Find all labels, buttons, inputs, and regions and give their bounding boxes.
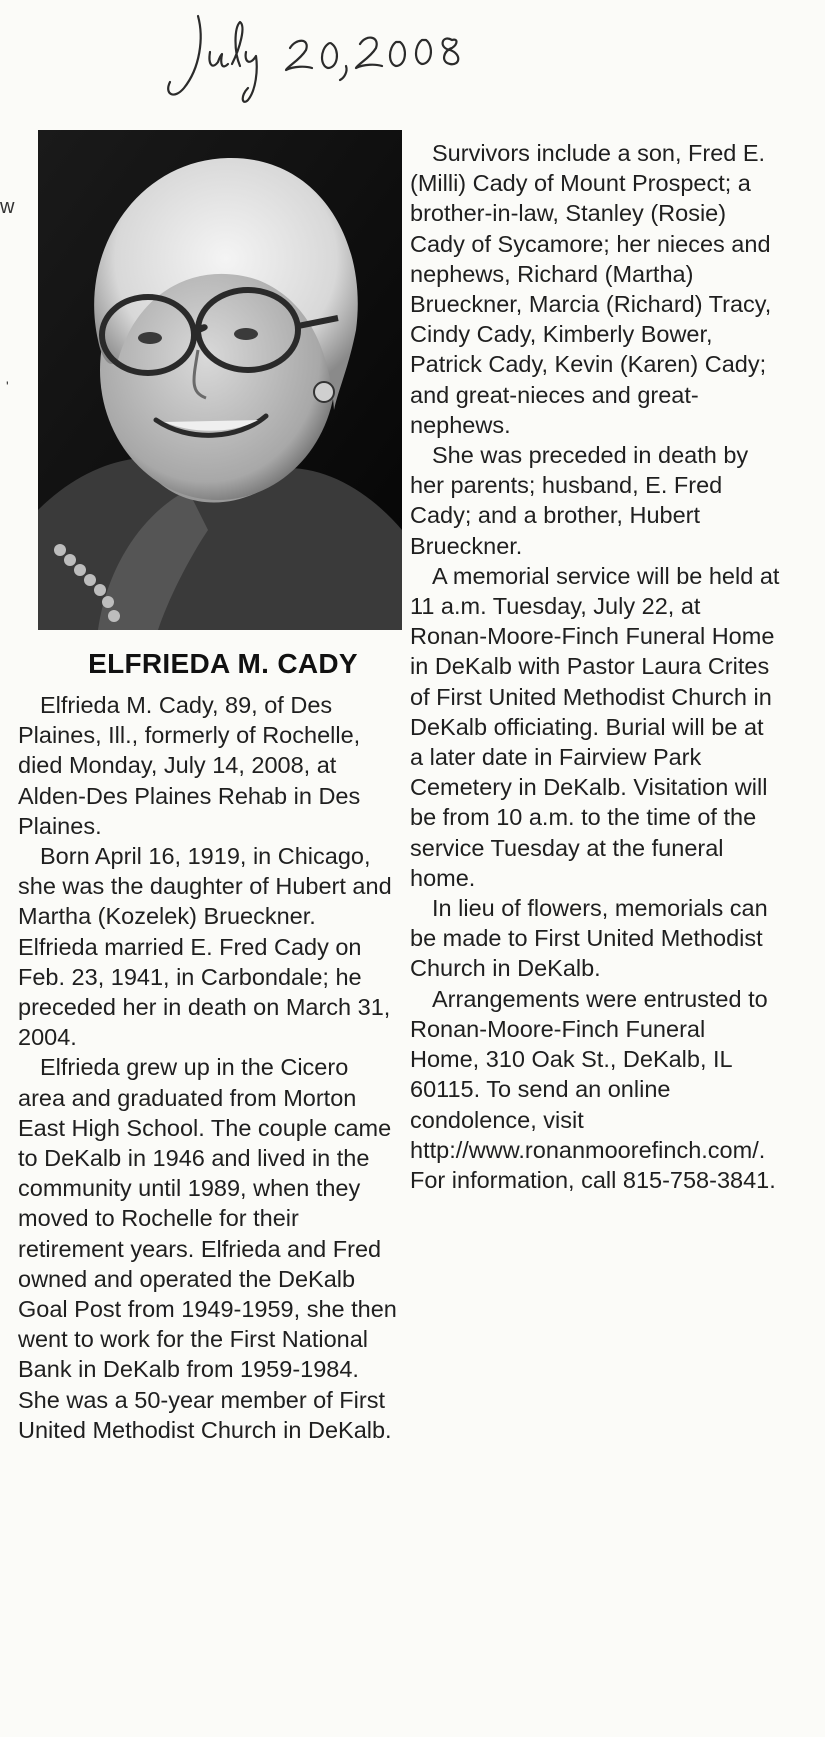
handwritten-date-ink [160,8,500,118]
handwritten-date [160,8,500,118]
obituary-paragraph: Survivors include a son, Fred E. (Milli) Cady of Mount Prospect; a brother-in-law, Stanley (Rosie) Cady of Sycamore; her nieces and nephews, Richard (Martha) Brueckner, Marcia (Richard) Tracy, Cindy Cady, Kimberly Bower, Patrick Cady, Kevin (Karen) Cady; and great-nieces and great-nephews. [410,140,772,438]
portrait-illustration [38,130,402,630]
obituary-name-heading: ELFRIEDA M. CADY [88,648,358,679]
margin-mark: ' [6,378,9,394]
obituary-paragraph: She was preceded in death by her parents; husband, E. Fred Cady; and a brother, Hubert Brueckner. [410,442,749,559]
obituary-paragraph: Elfrieda M. Cady, 89, of Des Plaines, Ill., formerly of Rochelle, died Monday, July 14, 2008, at Alden-Des Plaines Rehab in Des Plaines. [18,692,361,839]
obituary-paragraph: Elfrieda grew up in the Cicero area and graduated from Morton East High School. The couple came to DeKalb in 1946 and lived in the community until 1989, when they moved to Rochelle for their retirement years. Elfrieda and Fred owned and operated the DeKalb Goal Post from 1949-1959, she then went to work for the First National Bank in DeKalb from 1959-1984. She was a 50-year member of First United Methodist Church in DeKalb. [18,1054,397,1443]
portrait-photo [38,130,402,630]
margin-text-fragment: w [0,196,15,218]
obituary-paragraph: Born April 16, 1919, in Chicago, she was the daughter of Hubert and Martha (Kozelek) Brueckner. Elfrieda married E. Fred Cady on Feb. 23, 1941, in Carbondale; he preceded her in death on March 31, 2004. [18,843,392,1051]
obituary-paragraph: In lieu of flowers, memorials can be made to First United Methodist Church in DeKalb. [410,895,768,982]
obituary-paragraph: A memorial service will be held at 11 a.m. Tuesday, July 22, at Ronan-Moore-Finch Funeral Home in DeKalb with Pastor Laura Crites of First United Methodist Church in DeKalb officiating. Burial will be at a later date in Fairview Park Cemetery in DeKalb. Visitation will be from 10 a.m. to the time of the service Tuesday at the funeral home. [410,562,780,891]
obituary-paragraph: Arrangements were entrusted to Ronan-Moore-Finch Funeral Home, 310 Oak St., DeKalb, IL 60115. To send an online condolence, visit http://www.ronanmoorefinch.com/. For information, call 815-758-3841. [410,985,776,1193]
obituary-left-column [18,690,398,1445]
obituary-right-column [410,138,780,1195]
